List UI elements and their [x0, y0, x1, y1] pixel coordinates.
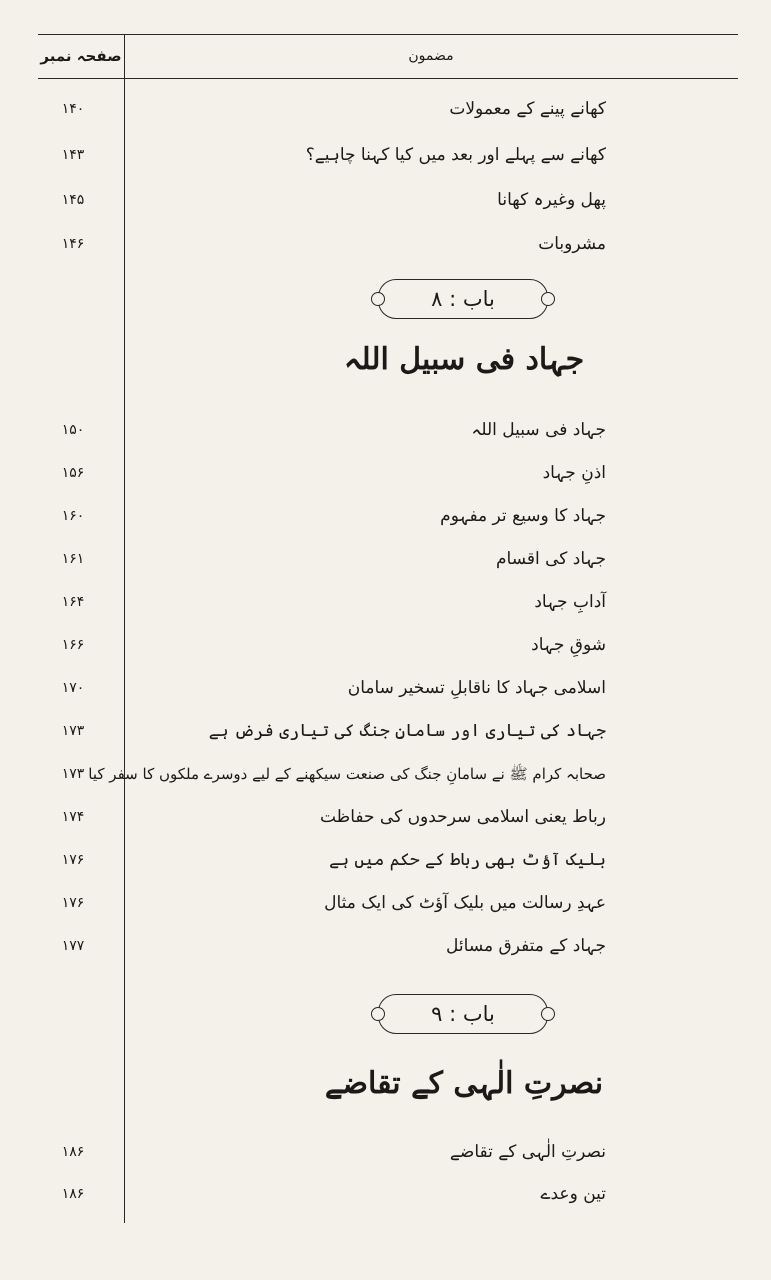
page-number: ۱۷۷ [61, 938, 85, 954]
page-number: ۱۶۰ [61, 508, 85, 524]
toc-row[interactable] [38, 1137, 738, 1167]
toc-row[interactable] [38, 94, 738, 124]
toc-frame [38, 34, 738, 1223]
toc-row[interactable] [38, 845, 738, 875]
topic-title: جہاد کی اقسام [495, 549, 606, 569]
topic-title: نصرتِ الٰہی کے تقاضے [449, 1142, 606, 1162]
toc-row[interactable] [38, 415, 738, 445]
topic-header: مضمون [408, 48, 454, 64]
page-number: ۱۴۵ [61, 192, 85, 208]
toc-row[interactable] [38, 716, 738, 746]
toc-row[interactable] [38, 759, 738, 789]
page-number-header: صفحہ نمبر [40, 47, 122, 65]
toc-row[interactable] [38, 140, 738, 170]
toc-row[interactable] [38, 673, 738, 703]
topic-title: کھانے پینے کے معمولات [449, 99, 606, 119]
topic-title: اسلامی جہاد کا ناقابلِ تسخیر سامان [347, 678, 606, 698]
toc-row[interactable] [38, 630, 738, 660]
topic-title: مشروبات [538, 234, 606, 254]
page-number: ۱۵۶ [61, 465, 85, 481]
chapter-8-title: جہاد فی سبیل اللہ [343, 342, 585, 377]
page-number: ۱۷۳ [61, 766, 85, 782]
page-number: ۱۷۰ [61, 680, 85, 696]
topic-title: جہاد کے متفرق مسائل [446, 936, 606, 956]
page-number: ۱۸۶ [61, 1186, 85, 1202]
page-number: ۱۶۱ [61, 551, 85, 567]
topic-title: کھانے سے پہلے اور بعد میں کیا کہنا چاہیے؟ [305, 145, 606, 165]
toc-row[interactable] [38, 888, 738, 918]
topic-title: تین وعدے [540, 1184, 606, 1204]
topic-title: رباط یعنی اسلامی سرحدوں کی حفاظت [319, 807, 606, 827]
page-number: ۱۴۳ [61, 147, 85, 163]
chapter-9-title: نصرتِ الٰہی کے تقاضے [324, 1066, 604, 1101]
page-number: ۱۷۶ [61, 852, 85, 868]
toc-row[interactable] [38, 931, 738, 961]
toc-row[interactable] [38, 802, 738, 832]
top-rule [38, 34, 738, 35]
chapter-9-label: باب : ۹ [378, 994, 548, 1034]
page-number: ۱۷۶ [61, 895, 85, 911]
topic-title: شوقِ جہاد [531, 635, 606, 655]
topic-title: آدابِ جہاد [534, 592, 606, 612]
topic-title: جہاد کی تیاری اور سامانِ جنگ کی تیاری فرض ہے [208, 721, 606, 741]
topic-title: صحابہ کرام ﷺ نے سامانِ جنگ کی صنعت سیکھنے کے لیے دوسرے ملکوں کا سفر کیا [88, 765, 606, 783]
page-number: ۱۶۴ [61, 594, 85, 610]
toc-row[interactable] [38, 458, 738, 488]
topic-title: بلیک آؤٹ بھی رباط کے حکم میں ہے [329, 850, 606, 870]
chapter-8-label: باب : ۸ [378, 279, 548, 319]
page-number: ۱۴۰ [61, 101, 85, 117]
toc-row[interactable] [38, 1179, 738, 1209]
page-number: ۱۸۶ [61, 1144, 85, 1160]
toc-row[interactable] [38, 501, 738, 531]
toc-row[interactable] [38, 185, 738, 215]
page-number: ۱۴۶ [61, 236, 85, 252]
topic-title: جہاد کا وسیع تر مفہوم [440, 506, 606, 526]
page-number: ۱۷۳ [61, 723, 85, 739]
toc-row[interactable] [38, 229, 738, 259]
topic-title: عہدِ رسالت میں بلیک آؤٹ کی ایک مثال [324, 893, 606, 913]
topic-title: جہاد فی سبیل اللہ [471, 420, 606, 440]
page-number: ۱۷۴ [61, 809, 85, 825]
toc-row[interactable] [38, 544, 738, 574]
header-rule [38, 78, 738, 79]
toc-row[interactable] [38, 587, 738, 617]
topic-title: اذنِ جہاد [542, 463, 606, 483]
topic-title: پھل وغیرہ کھانا [497, 190, 606, 210]
page-number: ۱۶۶ [61, 637, 85, 653]
page-number: ۱۵۰ [61, 422, 85, 438]
